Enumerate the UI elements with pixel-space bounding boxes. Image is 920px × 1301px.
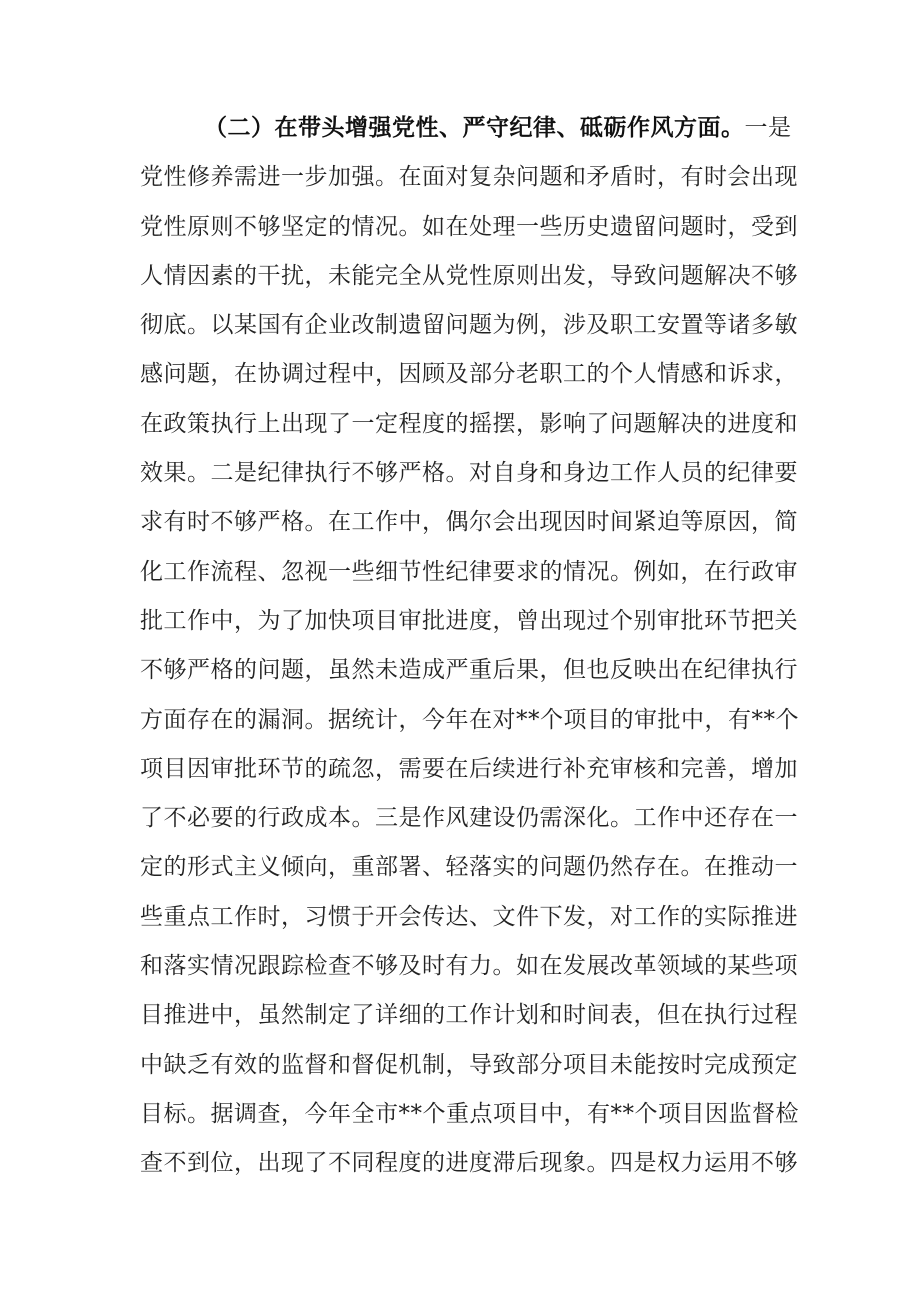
paragraph-line-3: 党性原则不够坚定的情况。如在处理一些历史遗留问题时，受到 (140, 213, 798, 240)
paragraph-line-6: 感问题，在协调过程中，因顾及部分老职工的个人情感和诉求， (140, 361, 798, 388)
paragraph-line-5: 彻底。以某国有企业改制遗留问题为例，涉及职工安置等诸多敏 (140, 312, 798, 339)
paragraph-line-8: 效果。二是纪律执行不够严格。对自身和身边工作人员的纪律要 (140, 460, 798, 487)
paragraph-line-18: 和落实情况跟踪检查不够及时有力。如在发展改革领域的某些项 (140, 953, 798, 980)
paragraph-line-15: 了不必要的行政成本。三是作风建设仍需深化。工作中还存在一 (140, 805, 798, 832)
paragraph-line-11: 批工作中，为了加快项目审批进度，曾出现过个别审批环节把关 (140, 607, 798, 634)
paragraph-line-22: 查不到位，出现了不同程度的进度滞后现象。四是权力运用不够 (140, 1150, 798, 1177)
paragraph-line-2: 党性修养需进一步加强。在面对复杂问题和矛盾时，有时会出现 (140, 164, 798, 191)
section-heading: （二）在带头增强党性、严守纪律、砥砺作风方面。 (204, 115, 745, 141)
paragraph-line-9: 求有时不够严格。在工作中，偶尔会出现因时间紧迫等原因，简 (140, 509, 798, 536)
body-paragraph (140, 104, 799, 1189)
paragraph-line-17: 些重点工作时，习惯于开会传达、文件下发，对工作的实际推进 (140, 903, 798, 930)
paragraph-line-4: 人情因素的干扰，未能完全从党性原则出发，导致问题解决不够 (140, 262, 798, 289)
paragraph-line-13: 方面存在的漏洞。据统计，今年在对**个项目的审批中，有**个 (140, 706, 799, 733)
line-1-tail: 一是 (744, 115, 792, 141)
paragraph-line-7: 在政策执行上出现了一定程度的摇摆，影响了问题解决的进度和 (140, 410, 798, 437)
paragraph-line-20: 中缺乏有效的监督和督促机制，导致部分项目未能按时完成预定 (140, 1051, 798, 1078)
paragraph-line-21: 目标。据调查，今年全市**个重点项目中，有**个项目因监督检 (140, 1100, 799, 1127)
paragraph-line-12: 不够严格的问题，虽然未造成严重后果，但也反映出在纪律执行 (140, 657, 798, 684)
paragraph-line-19: 目推进中，虽然制定了详细的工作计划和时间表，但在执行过程 (140, 1002, 798, 1029)
paragraph-line-16: 定的形式主义倾向，重部署、轻落实的问题仍然存在。在推动一 (140, 854, 798, 881)
paragraph-line-1 (140, 104, 792, 153)
paragraph-line-10: 化工作流程、忽视一些细节性纪律要求的情况。例如，在行政审 (140, 558, 798, 585)
paragraph-line-14: 项目因审批环节的疏忽，需要在后续进行补充审核和完善，增加 (140, 755, 798, 782)
